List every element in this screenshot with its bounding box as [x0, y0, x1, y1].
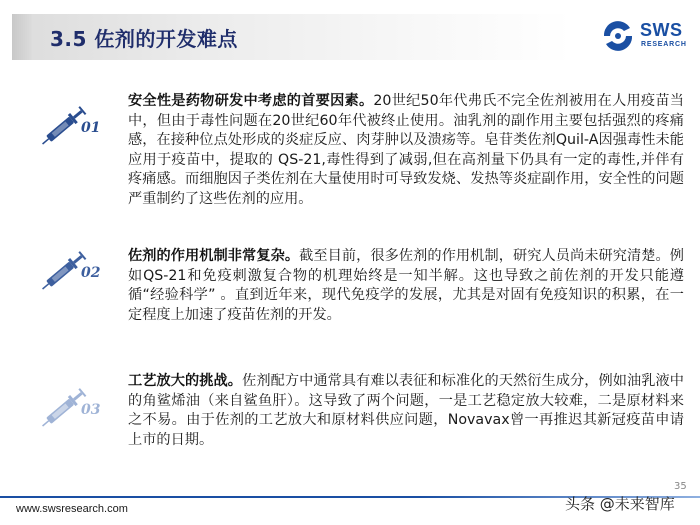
sws-logo — [600, 18, 692, 54]
section-lead: 安全性是药物研发中考虑的首要因素。 — [128, 93, 374, 109]
section-paragraph-3 — [128, 372, 684, 450]
section-lead: 佐剂的作用机制非常复杂。 — [128, 248, 300, 264]
bullet-02 — [36, 243, 116, 299]
bullet-number: 03 — [81, 402, 101, 418]
sws-logo-icon — [600, 18, 638, 54]
page-number: 35 — [674, 481, 687, 492]
bullet-number: 01 — [81, 120, 101, 136]
logo-subtitle: RESEARCH — [641, 41, 687, 48]
bullet-03 — [36, 380, 116, 436]
section-body: 20世纪50年代弗氏不完全佐剂被用在人用疫苗当中，但由于毒性问题在20世纪60年代被终止使用。油乳剂的副作用主要包括强烈的疼痛感，在接种位点处形成的炎症反应、肉芽肿以及溃疡等。皂苷类佐剂Quil-A因强毒性未能应用于疫苗中，提取的 QS-21,毒性得到了减弱,但在高剂量下仍具有一定的毒性,并伴有疼痛感。而细胞因子类佐剂在大量使用时可导致发烧、发热等炎症副作用，安全性的问题严重制约了这些佐剂的应用。 — [128, 93, 684, 207]
logo-text: SWS — [640, 20, 683, 40]
section-body: 佐剂配方中通常具有难以表征和标准化的天然衍生成分，例如油乳液中的角鲨烯油（来自鲨鱼肝）。这导致了两个问题，一是工艺稳定放大较难，二是原材料来之不易。由于佐剂的工艺放大和原材料供应问题，Novavax曾一再推迟其新冠疫苗申请上市的日期。 — [128, 373, 684, 448]
header-accent — [12, 14, 32, 60]
section-lead: 工艺放大的挑战。 — [128, 373, 243, 389]
page-title: 3.5 佐剂的开发难点 — [50, 27, 238, 51]
section-body: 截至目前，很多佐剂的作用机制，研究人员尚未研究清楚。例如QS-21和免疫刺激复合物的机理始终是一知半解。这也导致之前佐剂的开发只能遵循“经验科学” 。直到近年来，现代免疫学的发展，尤其是对固有免疫知识的积累，在一定程度上加速了疫苗佐剂的开发。 — [128, 248, 684, 323]
bullet-number: 02 — [81, 265, 101, 281]
section-paragraph-2 — [128, 247, 684, 325]
section-paragraph-1 — [128, 92, 684, 210]
bullet-01 — [36, 98, 116, 154]
footer-url[interactable]: www.swsresearch.com — [16, 503, 128, 515]
watermark: 头条 @未来智库 — [565, 495, 675, 513]
